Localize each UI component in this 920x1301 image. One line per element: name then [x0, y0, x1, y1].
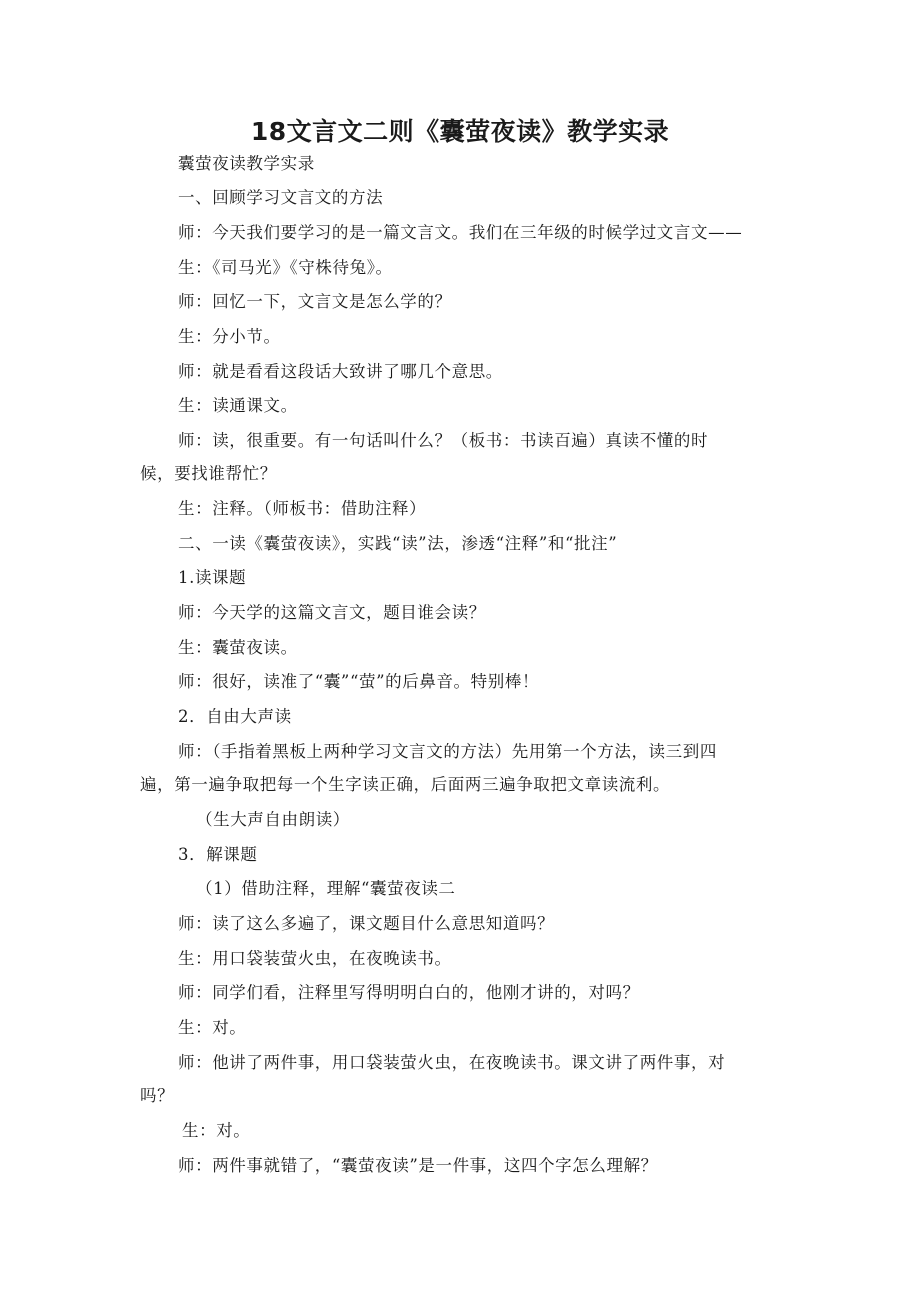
section-heading-2: 二、一读《囊萤夜读》，实践“读”法，渗透“注释”和“批注”	[178, 534, 618, 553]
paragraph-line: 生：用口袋装萤火虫，在夜晚读书。	[178, 949, 452, 968]
paragraph-line: 生：对。	[178, 1018, 247, 1037]
paragraph-line: 师：他讲了两件事，用口袋装萤火虫，在夜晚读书。课文讲了两件事，对	[178, 1053, 726, 1072]
paragraph-line: 生：《司马光》《守株待兔》。	[178, 258, 393, 277]
paragraph-line: 师：读，很重要。有一句话叫什么？（板书：书读百遍）真读不懂的时	[178, 431, 709, 450]
paragraph-line: 生：注释。（师板书：借助注释）	[178, 499, 427, 518]
sub-point-heading: （1）借助注释，理解“囊萤夜读二	[196, 879, 456, 898]
paragraph-line: 师：回忆一下，文言文是怎么学的？	[178, 292, 452, 311]
paragraph-line: 师：今天学的这篇文言文，题目谁会读？	[178, 603, 486, 622]
subsection-heading: 2．自由大声读	[178, 707, 292, 726]
paragraph-line: 师：读了这么多遍了，课文题目什么意思知道吗？	[178, 914, 555, 933]
section-heading-1: 一、回顾学习文言文的方法	[178, 188, 384, 207]
paragraph-line: 生：分小节。	[178, 327, 281, 346]
stage-direction: （生大声自由朗读）	[196, 810, 350, 829]
paragraph-line: 生：囊萤夜读。	[178, 638, 298, 657]
paragraph-line: 生：对。	[182, 1121, 251, 1140]
paragraph-line-continuation: 吗？	[140, 1086, 175, 1105]
subsection-heading: 1.读课题	[178, 568, 247, 587]
document-title: 18文言文二则《囊萤夜读》教学实录	[250, 117, 670, 146]
paragraph-line: 师：同学们看，注释里写得明明白白的，他刚才讲的，对吗？	[178, 983, 640, 1002]
paragraph-line-continuation: 候，要找谁帮忙？	[140, 464, 277, 483]
paragraph-line-continuation: 遍，第一遍争取把每一个生字读正确，后面两三遍争取把文章读流利。	[140, 775, 671, 794]
paragraph-line: 师：两件事就错了，“囊萤夜读”是一件事，这四个字怎么理解？	[178, 1156, 658, 1175]
subtitle-line: 囊萤夜读教学实录	[178, 154, 315, 173]
paragraph-line: 生：读通课文。	[178, 396, 298, 415]
paragraph-line: 师：很好，读准了“囊”“萤”的后鼻音。特别棒！	[178, 672, 540, 691]
subsection-heading: 3．解课题	[178, 845, 258, 864]
paragraph-line: 师：今天我们要学习的是一篇文言文。我们在三年级的时候学过文言文——	[178, 223, 743, 242]
paragraph-line: 师：（手指着黑板上两种学习文言文的方法）先用第一个方法，读三到四	[178, 742, 717, 761]
paragraph-line: 师：就是看看这段话大致讲了哪几个意思。	[178, 362, 503, 381]
